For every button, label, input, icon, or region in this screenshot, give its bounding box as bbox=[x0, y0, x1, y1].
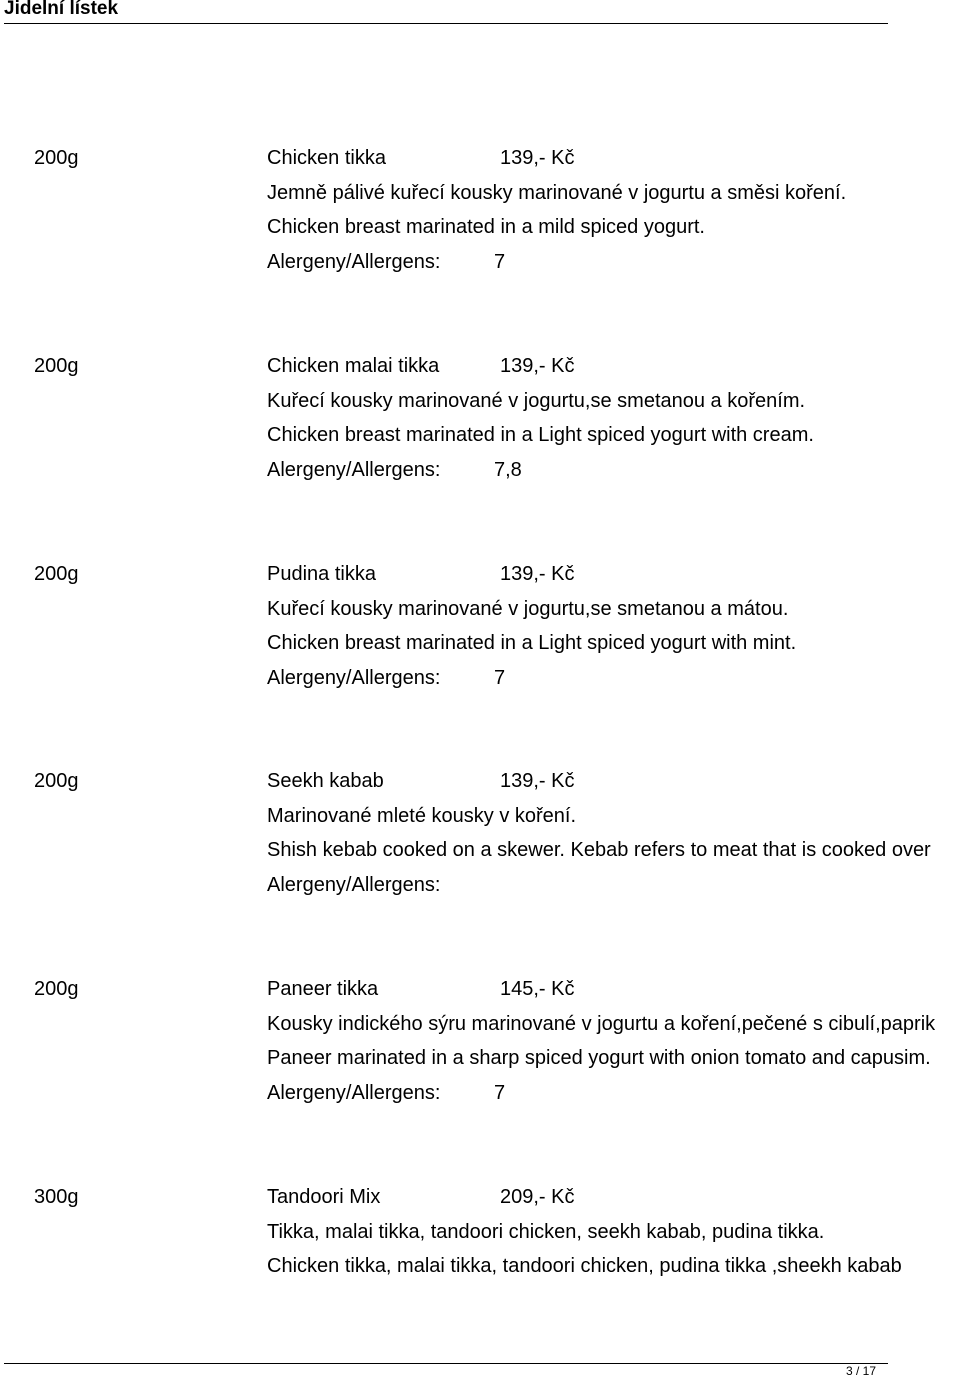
allergens-label: Alergeny/Allergens: bbox=[267, 667, 441, 689]
item-weight: 300g bbox=[34, 1186, 79, 1208]
item-description-cz: Marinované mleté kousky v koření. bbox=[267, 805, 577, 827]
item-price: 209,- Kč bbox=[500, 1186, 575, 1208]
item-name: Tandoori Mix bbox=[267, 1186, 381, 1208]
item-name: Chicken tikka bbox=[267, 147, 386, 169]
item-description-en: Chicken breast marinated in a mild spiced yogurt. bbox=[267, 216, 705, 238]
footer-divider bbox=[4, 1363, 888, 1364]
menu-item-tandoori-mix bbox=[0, 1185, 960, 1325]
menu-item-seekh-kabab bbox=[0, 769, 960, 909]
allergens-value: 7 bbox=[494, 1082, 506, 1104]
item-description-cz: Jemně pálivé kuřecí kousky marinované v jogurtu a směsi koření. bbox=[267, 182, 847, 204]
item-price: 139,- Kč bbox=[500, 563, 575, 585]
item-weight: 200g bbox=[34, 147, 79, 169]
header-divider bbox=[4, 23, 888, 24]
page-title: Jidelní lístek bbox=[4, 0, 119, 19]
item-description-en: Chicken breast marinated in a Light spiced yogurt with mint. bbox=[267, 632, 797, 654]
item-name: Pudina tikka bbox=[267, 563, 376, 585]
item-weight: 200g bbox=[34, 563, 79, 585]
item-name: Seekh kabab bbox=[267, 770, 384, 792]
allergens-label: Alergeny/Allergens: bbox=[267, 1082, 441, 1104]
item-price: 139,- Kč bbox=[500, 355, 575, 377]
item-description-cz: Tikka, malai tikka, tandoori chicken, seekh kabab, pudina tikka. bbox=[267, 1221, 825, 1243]
item-allergens bbox=[267, 666, 506, 690]
item-allergens bbox=[267, 458, 522, 482]
allergens-value: 7 bbox=[494, 251, 506, 273]
item-name: Chicken malai tikka bbox=[267, 355, 440, 377]
allergens-value: 7,8 bbox=[494, 459, 522, 481]
menu-item-pudina-tikka bbox=[0, 562, 960, 702]
item-description-cz: Kuřecí kousky marinované v jogurtu,se smetanou a kořením. bbox=[267, 390, 806, 412]
allergens-value: 7 bbox=[494, 667, 506, 689]
page-number: 3 / 17 bbox=[845, 1364, 876, 1378]
item-price: 145,- Kč bbox=[500, 978, 575, 1000]
item-description-en: Chicken tikka, malai tikka, tandoori chicken, pudina tikka ,sheekh kabab bbox=[267, 1255, 902, 1277]
item-price: 139,- Kč bbox=[500, 147, 575, 169]
allergens-label: Alergeny/Allergens: bbox=[267, 251, 441, 273]
item-allergens bbox=[267, 873, 440, 897]
item-allergens bbox=[267, 1081, 506, 1105]
item-description-cz: Kousky indického sýru marinované v jogurtu a koření,pečené s cibulí,paprik bbox=[267, 1013, 936, 1035]
item-description-en: Chicken breast marinated in a Light spiced yogurt with cream. bbox=[267, 424, 814, 446]
item-weight: 200g bbox=[34, 355, 79, 377]
item-weight: 200g bbox=[34, 770, 79, 792]
menu-item-chicken-tikka bbox=[0, 146, 960, 286]
menu-item-chicken-malai-tikka bbox=[0, 354, 960, 494]
item-allergens bbox=[267, 250, 506, 274]
allergens-label: Alergeny/Allergens: bbox=[267, 459, 441, 481]
item-name: Paneer tikka bbox=[267, 978, 379, 1000]
item-description-en: Shish kebab cooked on a skewer. Kebab refers to meat that is cooked over bbox=[267, 839, 931, 861]
allergens-label: Alergeny/Allergens: bbox=[267, 874, 441, 896]
item-weight: 200g bbox=[34, 978, 79, 1000]
item-price: 139,- Kč bbox=[500, 770, 575, 792]
menu-item-paneer-tikka bbox=[0, 977, 960, 1117]
item-description-en: Paneer marinated in a sharp spiced yogurt with onion tomato and capusim. bbox=[267, 1047, 931, 1069]
item-description-cz: Kuřecí kousky marinované v jogurtu,se smetanou a mátou. bbox=[267, 598, 789, 620]
